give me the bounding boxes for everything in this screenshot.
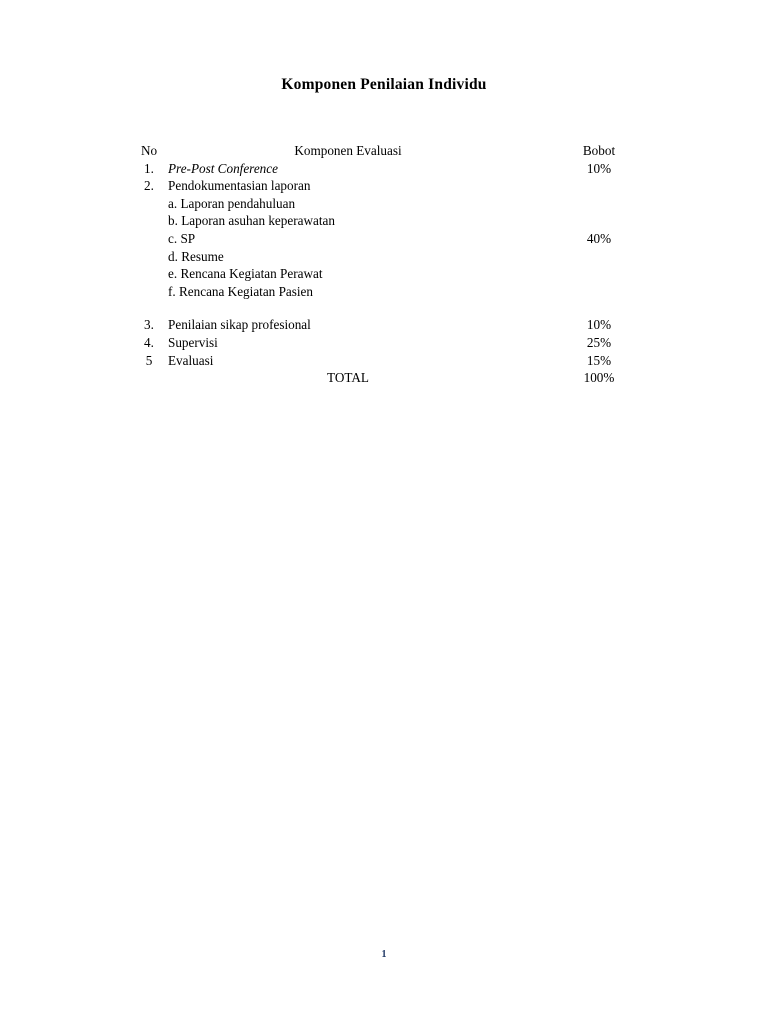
row-number-blank: [130, 212, 168, 230]
total-label: TOTAL: [327, 370, 369, 386]
table-body: [130, 160, 670, 387]
table-row: [130, 316, 670, 334]
subitem-label: d. Resume: [168, 248, 224, 264]
column-header-no: No: [140, 143, 158, 158]
table-header: [130, 142, 670, 160]
total-row-number-blank: [130, 369, 168, 387]
row-number-blank: [130, 230, 168, 248]
subitem-label: a. Laporan pendahuluan: [168, 195, 296, 211]
row-number: 4.: [144, 334, 154, 350]
row-number: 2.: [144, 178, 154, 194]
row-component: Pendokumentasian laporan: [168, 178, 311, 194]
row-weight-merged: 40%: [586, 230, 612, 246]
subitem-label: f. Rencana Kegiatan Pasien: [168, 283, 314, 299]
row-weight: 15%: [586, 352, 612, 368]
assessment-components-table: [130, 142, 670, 387]
subitem-label: b. Laporan asuhan keperawatan: [168, 213, 335, 229]
row-component: Penilaian sikap profesional: [168, 317, 311, 333]
spacer-cell: [528, 302, 670, 316]
table-header-row: [130, 142, 670, 160]
spacer-cell: [168, 302, 528, 316]
row-number-blank: [130, 283, 168, 301]
row-component: Evaluasi: [168, 352, 214, 368]
subitem-label: e. Rencana Kegiatan Perawat: [168, 266, 323, 282]
row-number: 3.: [144, 317, 154, 333]
row-weight: 10%: [586, 160, 612, 176]
table-row: [130, 177, 670, 195]
spacer-row: [130, 302, 670, 316]
row-component: Pre-Post Conference: [168, 160, 278, 176]
row-number-blank: [130, 265, 168, 283]
total-weight: 100%: [583, 370, 615, 386]
row-number: 1.: [144, 160, 154, 176]
row-weight: 10%: [586, 317, 612, 333]
column-header-weight: Bobot: [582, 143, 616, 158]
page-number: 1: [381, 949, 387, 960]
table-row: [130, 160, 670, 178]
column-header-component: Komponen Evaluasi: [294, 143, 402, 158]
table-row: [130, 352, 670, 370]
row-weight: 25%: [586, 334, 612, 350]
table-row: [130, 334, 670, 352]
page-title: Komponen Penilaian Individu: [281, 76, 487, 93]
row-number-blank: [130, 195, 168, 213]
row-number: 5: [145, 352, 153, 368]
spacer-cell: [130, 302, 168, 316]
table-total-row: [130, 369, 670, 387]
row-component: Supervisi: [168, 334, 218, 350]
row-number-blank: [130, 248, 168, 266]
subitem-label: c. SP: [168, 230, 196, 246]
